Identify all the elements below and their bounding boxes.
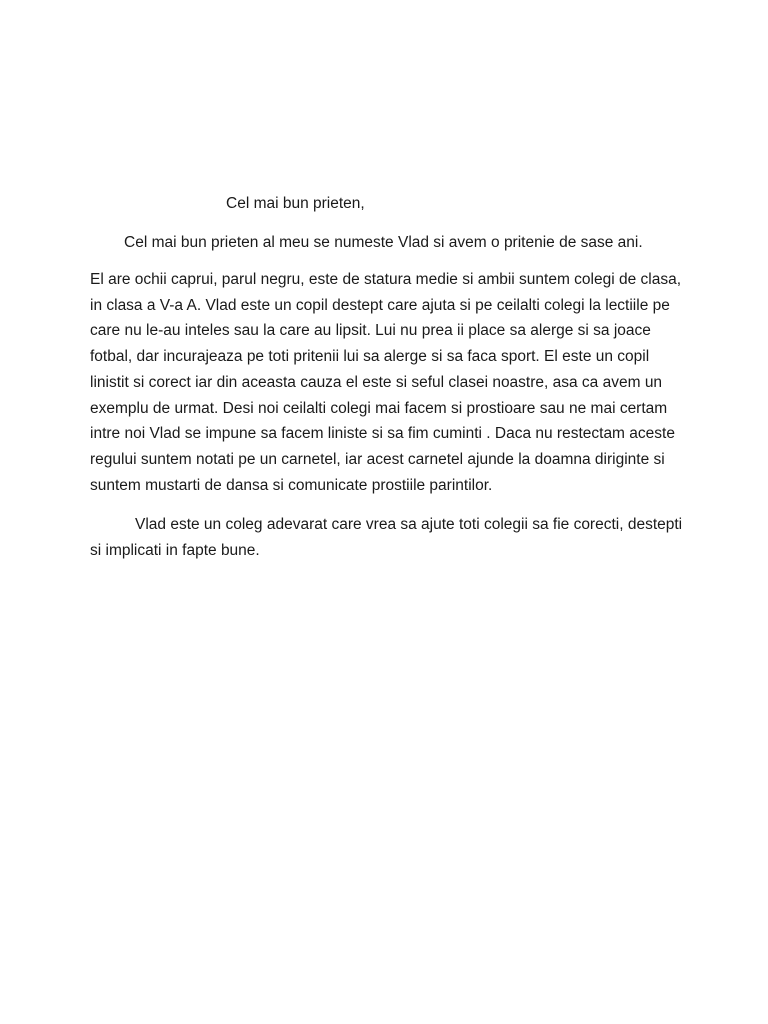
paragraph-intro: Cel mai bun prieten al meu se numeste Vlad si avem o pritenie de sase ani. xyxy=(124,234,643,251)
paragraph-body: El are ochii caprui, parul negru, este de statura medie si ambii suntem colegi de clasa, in clasa a V-a A. Vlad este un copil destept care ajuta si pe ceilalti colegi la lectiile pe care nu le-au inteles sau la care au lipsit. Lui nu prea ii place sa alerge si sa joace fotbal, dar incurajeaza pe toti pritenii lui sa alerge si sa faca sport. El este un copil linistit si corect iar din aceasta cauza el este si seful clasei noastre, asa ca avem un exemplu de urmat. Desi noi ceilalti colegi mai facem si prostioare sau ne mai certam intre noi Vlad se impune sa facem liniste si sa fim cuminti . Daca nu restectam aceste regului suntem notati pe un carnetel, iar acest carnetel ajunde la doamna diriginte si suntem mustarti de dansa si comunicate prostiile parintilor. xyxy=(90,271,682,494)
paragraph-conclusion: Vlad este un coleg adevarat care vrea sa ajute toti colegii sa fie corecti, destepti si implicati in fapte bune. xyxy=(90,516,683,559)
document-title: Cel mai bun prieten, xyxy=(226,195,365,212)
